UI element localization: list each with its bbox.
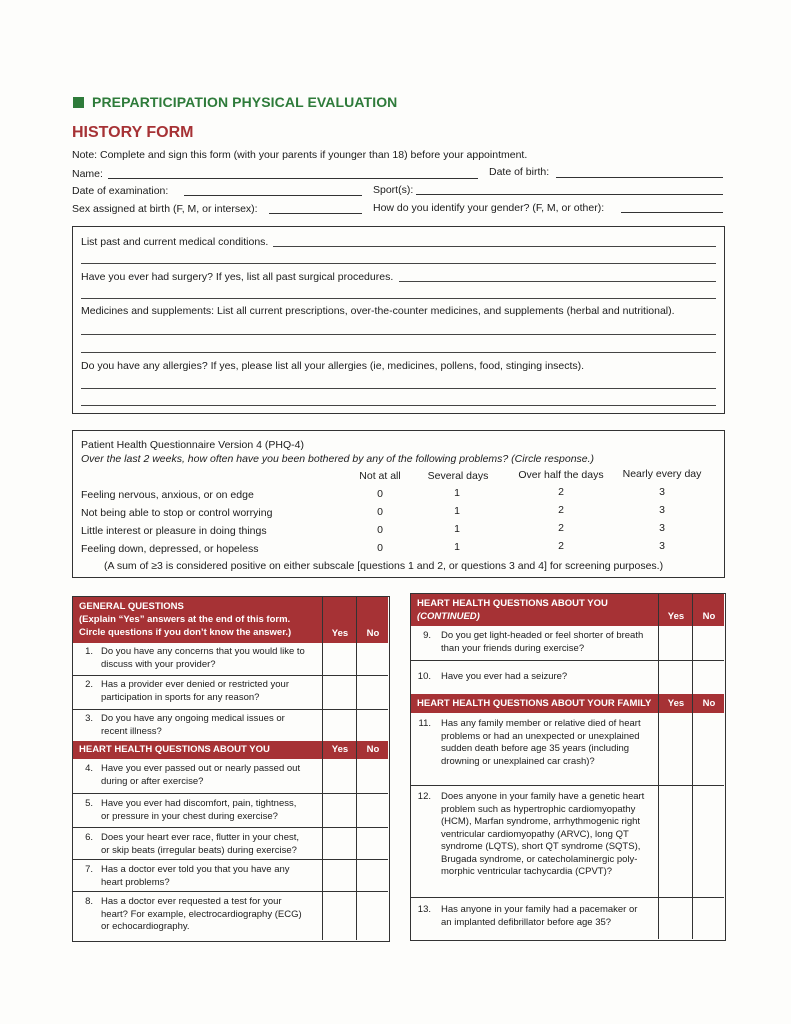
general-header-line: GENERAL QUESTIONS — [79, 601, 184, 612]
question-text — [441, 671, 567, 684]
table-row — [73, 759, 388, 793]
general-header-line: Circle questions if you don’t know the answer.) — [79, 627, 292, 638]
table-row — [411, 785, 724, 897]
question-line: Do you get light-headed or feel shorter of breath — [441, 630, 644, 641]
question-number: 6. — [85, 832, 93, 843]
question-line: or skip beats (irregular beats) during exercise? — [101, 844, 297, 856]
sex-field[interactable] — [269, 213, 362, 214]
table-row — [73, 859, 388, 891]
surgery-question: Have you ever had surgery? If yes, list all past surgical procedures. — [81, 271, 394, 283]
question-line: Does anyone in your family have a genetic heart — [441, 791, 645, 802]
question-text — [101, 763, 300, 788]
question-line: Has a doctor ever requested a test for your — [101, 896, 282, 907]
question-line: discuss with your provider? — [101, 658, 216, 670]
medical-history-box — [72, 226, 725, 414]
question-text — [101, 896, 302, 934]
question-number: 5. — [85, 798, 93, 809]
heart-continued-header — [411, 594, 724, 626]
question-line: problems or had an unexpected or unexplained — [441, 730, 640, 742]
allergies-question: Do you have any allergies? If yes, please list all your allergies (ie, medicines, pollens, food, stinging insects). — [81, 360, 585, 372]
table-row — [73, 793, 388, 827]
no-column-header: No — [366, 628, 380, 639]
question-line: or echocardiography. — [101, 921, 190, 932]
question-number: 2. — [85, 679, 93, 690]
phq4-score[interactable]: 1 — [454, 505, 460, 517]
table-row — [411, 626, 724, 660]
phq4-footnote: (A sum of ≥3 is considered positive on either subscale [questions 1 and 2, or questions 3 and 4] for screening purposes.) — [104, 560, 664, 572]
table-row — [411, 897, 724, 939]
family-header-title: HEART HEALTH QUESTIONS ABOUT YOUR FAMILY — [417, 698, 652, 709]
exam-date-field[interactable] — [184, 195, 362, 196]
question-line: morphic ventricular tachycardia (CPVT)? — [441, 866, 613, 877]
green-square-icon — [73, 97, 84, 108]
question-number: 3. — [85, 713, 93, 724]
note-text: Note: Complete and sign this form (with your parents if younger than 18) before your appointment. — [72, 149, 528, 161]
question-line: participation in sports for any reason? — [101, 691, 260, 703]
medicines-question: Medicines and supplements: List all current prescriptions, over-the-counter medicines, and supplements (herbal and nutritional). — [81, 305, 675, 317]
heart-continued-title: HEART HEALTH QUESTIONS ABOUT YOU — [417, 598, 608, 609]
question-line: heart problems? — [101, 876, 170, 888]
question-line: Does your heart ever race, flutter in your chest, — [101, 832, 300, 843]
phq4-score[interactable]: 0 — [377, 506, 383, 518]
question-line: Brugada syndrome, or catecholaminergic poly- — [441, 853, 638, 865]
question-number: 1. — [85, 646, 93, 657]
question-number: 13. — [417, 904, 431, 915]
no-column-header: No — [702, 611, 716, 622]
gender-field[interactable] — [621, 212, 723, 213]
no-column-header: No — [702, 698, 716, 709]
general-questions-header — [73, 597, 388, 643]
phq4-col-over-half: Over half the days — [518, 469, 604, 481]
no-column-divider — [692, 594, 693, 939]
conditions-line-1[interactable] — [273, 246, 716, 247]
phq4-score[interactable]: 3 — [659, 504, 665, 516]
no-column-header: No — [366, 744, 380, 755]
exam-date-label: Date of examination: — [72, 185, 169, 197]
question-line: during or after exercise? — [101, 775, 204, 787]
sports-field[interactable] — [416, 194, 723, 195]
table-row — [73, 827, 388, 859]
question-line: Have you ever passed out or nearly passed out — [101, 763, 301, 774]
phq4-col-several-days: Several days — [427, 470, 489, 482]
family-questions-table — [410, 593, 726, 941]
conditions-line-2[interactable] — [81, 263, 716, 264]
phq4-score[interactable]: 3 — [659, 540, 665, 552]
question-line: an implanted defibrillator before age 35? — [441, 916, 612, 928]
table-row — [73, 709, 388, 741]
question-line: (HCM), Marfan syndrome, arrhythmogenic right — [441, 816, 641, 827]
question-line: than your friends during exercise? — [441, 642, 585, 654]
phq4-score[interactable]: 0 — [377, 524, 383, 536]
yes-column-header: Yes — [331, 744, 349, 755]
table-row — [73, 675, 388, 709]
phq4-row-label: Feeling nervous, anxious, or on edge — [81, 489, 254, 501]
question-line: Has anyone in your family had a pacemaker or — [441, 904, 638, 915]
question-text — [441, 630, 643, 655]
table-row — [411, 713, 724, 785]
question-line: problem such as hypertrophic cardiomyopathy — [441, 803, 636, 815]
question-number: 12. — [417, 791, 431, 802]
phq4-instructions: Over the last 2 weeks, how often have you been bothered by any of the following problems? (Circle response.) — [81, 453, 595, 465]
heart-header-title: HEART HEALTH QUESTIONS ABOUT YOU — [79, 744, 270, 755]
name-label: Name: — [72, 168, 103, 180]
form-title: HISTORY FORM — [72, 124, 194, 141]
allergies-line-2[interactable] — [81, 405, 716, 406]
question-line: recent illness? — [101, 725, 162, 737]
question-line: drowning or unexplained car crash)? — [441, 755, 595, 767]
question-number: 7. — [85, 864, 93, 875]
phq4-score[interactable]: 1 — [454, 487, 460, 499]
medicines-line-2[interactable] — [81, 352, 716, 353]
dob-label: Date of birth: — [489, 166, 550, 178]
gender-label: How do you identify your gender? (F, M, or other): — [373, 202, 605, 214]
question-line: Has a doctor ever told you that you have any — [101, 864, 290, 875]
question-text — [101, 864, 290, 889]
phq4-col-not-at-all: Not at all — [359, 470, 401, 482]
phq4-score[interactable]: 1 — [454, 541, 460, 553]
table-row — [73, 643, 388, 675]
question-text — [101, 713, 285, 738]
question-number: 4. — [85, 763, 93, 774]
surgery-line-2[interactable] — [81, 298, 716, 299]
heart-continued-subtitle: (CONTINUED) — [417, 611, 480, 622]
question-line: Has a provider ever denied or restricted your — [101, 679, 289, 690]
question-line: Do you have any ongoing medical issues or — [101, 713, 285, 724]
phq4-col-nearly-every-day: Nearly every day — [622, 468, 702, 480]
medicines-line-1[interactable] — [81, 334, 716, 335]
table-row — [73, 891, 388, 940]
question-number: 11. — [418, 718, 431, 729]
general-questions-table — [72, 596, 390, 942]
title-row — [73, 94, 397, 110]
question-line: Have you ever had discomfort, pain, tightness, — [101, 798, 297, 809]
general-header-line: (Explain “Yes” answers at the end of this form. — [79, 614, 291, 625]
question-text — [101, 832, 299, 857]
question-text — [101, 646, 305, 671]
phq4-score[interactable]: 2 — [558, 504, 564, 516]
phq4-score[interactable]: 3 — [659, 486, 665, 498]
phq4-score[interactable]: 2 — [558, 486, 564, 498]
page-title: PREPARTICIPATION PHYSICAL EVALUATION — [92, 94, 398, 110]
conditions-question: List past and current medical conditions. — [81, 236, 269, 248]
phq4-row-label: Feeling down, depressed, or hopeless — [81, 543, 259, 555]
question-number: 8. — [85, 896, 93, 907]
phq4-score[interactable]: 3 — [659, 522, 665, 534]
question-line: Have you ever had a seizure? — [441, 671, 568, 682]
question-line: sudden death before age 35 years (including — [441, 743, 630, 754]
question-text — [441, 904, 637, 929]
question-line: heart? For example, electrocardiography (ECG) — [101, 908, 302, 920]
sex-label: Sex assigned at birth (F, M, or intersex): — [72, 203, 258, 215]
surgery-line-1[interactable] — [399, 281, 716, 282]
phq4-row-label: Not being able to stop or control worrying — [81, 507, 273, 519]
family-questions-header — [411, 694, 724, 713]
question-text — [441, 718, 641, 768]
question-line: syndrome (LQTS), short QT syndrome (SQTS), — [441, 841, 641, 852]
yes-column-divider — [322, 597, 323, 940]
yes-column-header: Yes — [331, 628, 349, 639]
question-text — [441, 791, 644, 879]
phq4-score[interactable]: 2 — [558, 540, 564, 552]
question-line: ventricular cardiomyopathy (ARVC), long QT — [441, 828, 629, 840]
allergies-line-1[interactable] — [81, 388, 716, 389]
phq4-title: Patient Health Questionnaire Version 4 (PHQ-4) — [81, 439, 304, 451]
phq4-score[interactable]: 0 — [377, 542, 383, 554]
name-field[interactable] — [108, 178, 478, 179]
table-row — [411, 660, 724, 694]
heart-questions-header — [73, 741, 388, 759]
question-text — [101, 798, 296, 823]
no-column-divider — [356, 597, 357, 940]
question-text — [101, 679, 289, 704]
question-line: Do you have any concerns that you would like to — [101, 646, 305, 657]
yes-column-divider — [658, 594, 659, 939]
question-line: or pressure in your chest during exercise? — [101, 810, 278, 822]
yes-column-header: Yes — [667, 611, 685, 622]
question-line: Has any family member or relative died of heart — [441, 718, 641, 729]
phq4-score[interactable]: 1 — [454, 523, 460, 535]
question-number: 10. — [417, 671, 431, 682]
phq4-score[interactable]: 0 — [377, 488, 383, 500]
question-number: 9. — [423, 630, 431, 641]
yes-column-header: Yes — [667, 698, 685, 709]
phq4-row-label: Little interest or pleasure in doing things — [81, 525, 267, 537]
sports-label: Sport(s): — [373, 184, 414, 196]
phq4-score[interactable]: 2 — [558, 522, 564, 534]
dob-field[interactable] — [556, 177, 723, 178]
